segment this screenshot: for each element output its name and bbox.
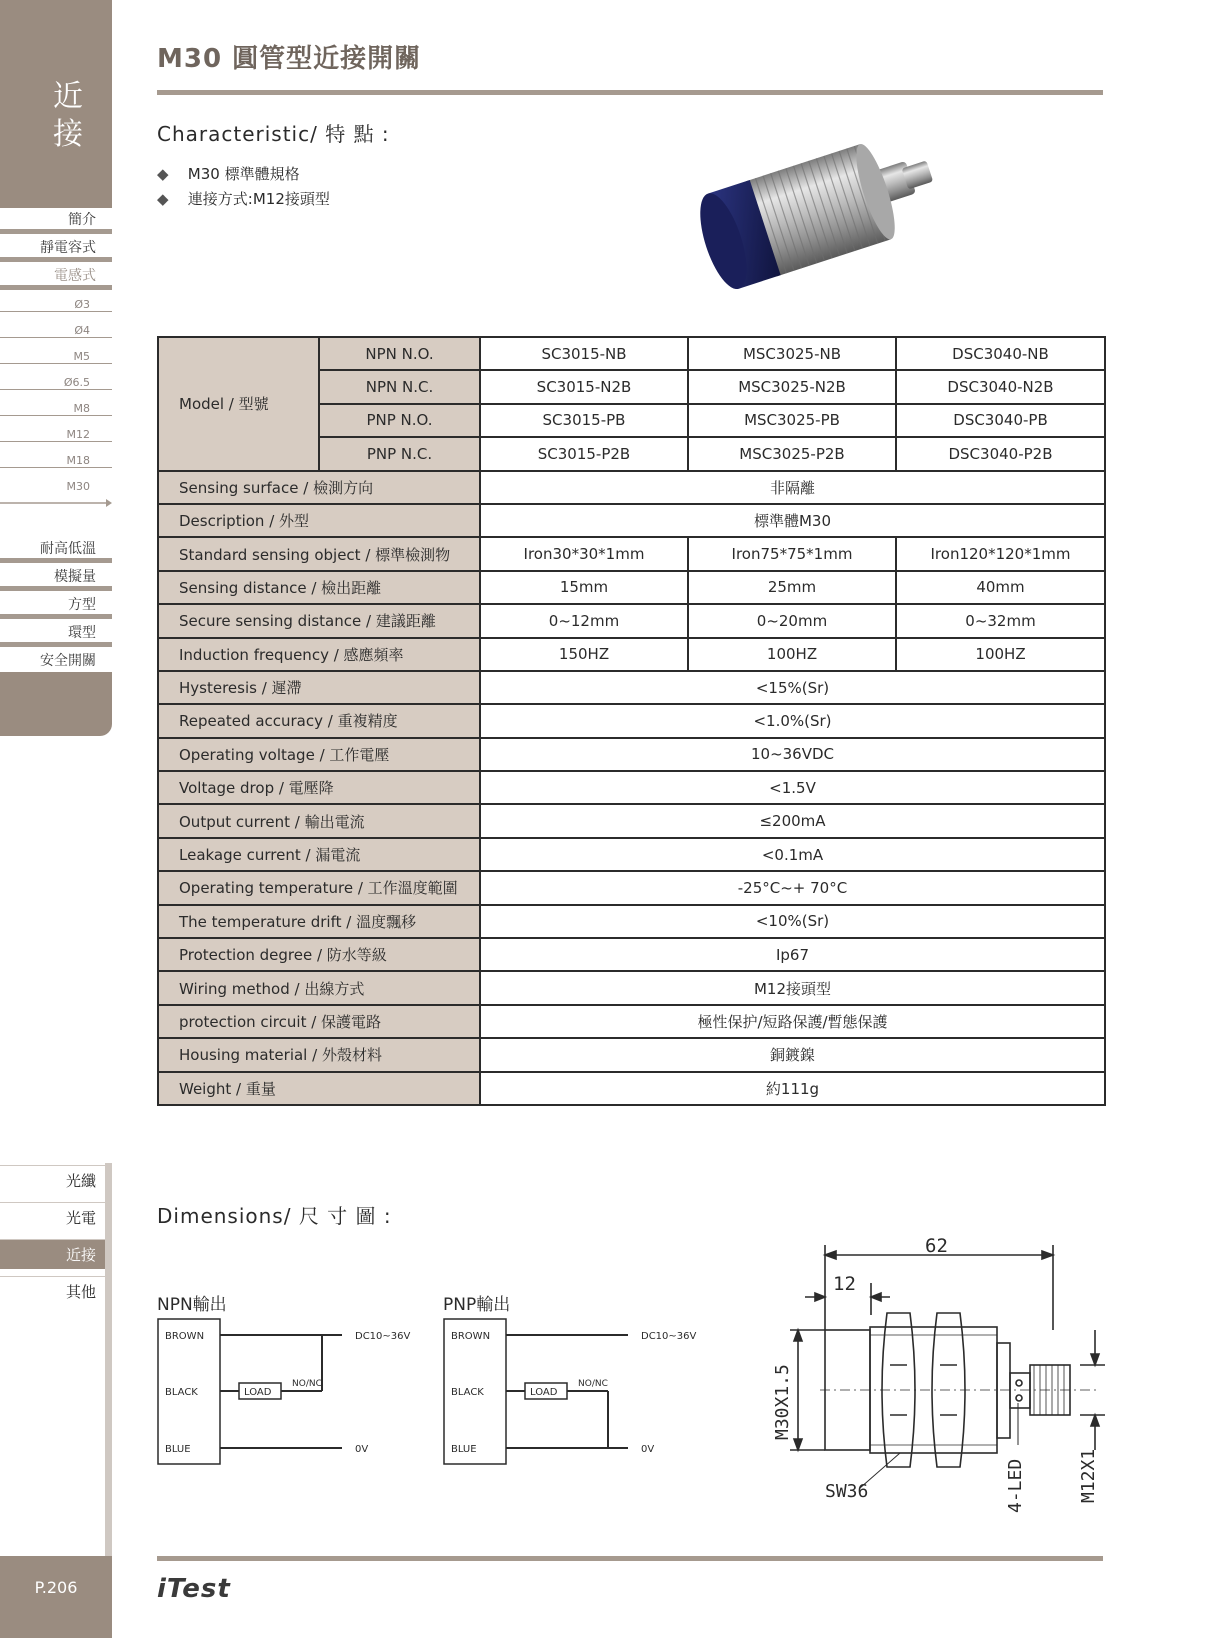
sidebar-sub-d6-5[interactable]: Ø6.5 — [0, 376, 112, 390]
model-cell: SC3015-N2B — [480, 370, 688, 403]
dim-length: 62 — [925, 1235, 948, 1257]
npn-zero: 0V — [355, 1444, 369, 1455]
sidebar-tab-char-2: 接 — [53, 117, 83, 152]
npn-title: NPN輸出 — [157, 1295, 227, 1315]
spec-value: 40mm — [896, 571, 1105, 604]
sidebar-sub-m5[interactable]: M5 — [0, 350, 112, 364]
spec-value: ≤200mA — [480, 804, 1105, 837]
pnp-load: LOAD — [530, 1387, 558, 1398]
characteristic-bullet-1 — [157, 163, 300, 184]
characteristic-heading: Characteristic/ 特 點 : — [157, 122, 390, 146]
sidebar-item-safety[interactable]: 安全開關 — [40, 653, 96, 669]
table-row — [158, 704, 1105, 737]
sidebar-current-arrow-icon — [0, 498, 112, 508]
spec-value: <1.0%(Sr) — [480, 704, 1105, 737]
diamond-bullet-icon: ◆ — [157, 190, 169, 208]
spec-label: Sensing distance / 檢出距離 — [158, 571, 480, 604]
sidebar-sub-d3[interactable]: Ø3 — [0, 298, 112, 312]
spec-label: Induction frequency / 感應頻率 — [158, 638, 480, 671]
spec-value: 100HZ — [896, 638, 1105, 671]
spec-label: protection circuit / 保護電路 — [158, 1005, 480, 1038]
table-row — [158, 504, 1105, 537]
spec-value: 約111g — [480, 1072, 1105, 1105]
table-row — [158, 771, 1105, 804]
spec-value: <15%(Sr) — [480, 671, 1105, 704]
table-row — [158, 638, 1105, 671]
spec-value: 0~32mm — [896, 604, 1105, 637]
page-number: P.206 — [34, 1578, 78, 1597]
spec-value: Iron75*75*1mm — [688, 537, 896, 570]
dim-thread: M30X1.5 — [772, 1364, 793, 1440]
npn-blue: BLUE — [165, 1444, 191, 1455]
sidebar-bottom-block — [0, 1556, 112, 1638]
spec-label: The temperature drift / 溫度飄移 — [158, 905, 480, 938]
pnp-nonc: NO/NC — [578, 1379, 608, 1389]
sidebar-item-analog[interactable]: 模擬量 — [0, 566, 112, 591]
spec-label: Wiring method / 出線方式 — [158, 971, 480, 1004]
spec-label: Secure sensing distance / 建議距離 — [158, 604, 480, 637]
spec-label: Weight / 重量 — [158, 1072, 480, 1105]
table-row — [158, 971, 1105, 1004]
model-cell: DSC3040-P2B — [896, 437, 1105, 470]
npn-load: LOAD — [244, 1387, 272, 1398]
sidebar-sub-m30[interactable]: M30 — [66, 480, 90, 493]
spec-value: 0~20mm — [688, 604, 896, 637]
spec-value: 非隔離 — [480, 471, 1105, 504]
sidebar-bottom-fiber[interactable]: 光纖 — [0, 1165, 112, 1195]
spec-value: Iron120*120*1mm — [896, 537, 1105, 570]
sidebar-line — [105, 1163, 112, 1558]
spec-label: Description / 外型 — [158, 504, 480, 537]
model-cell: SC3015-NB — [480, 337, 688, 370]
sidebar-sub-d4[interactable]: Ø4 — [0, 324, 112, 338]
table-row — [158, 1038, 1105, 1071]
spec-value: M12接頭型 — [480, 971, 1105, 1004]
model-cell: MSC3025-N2B — [688, 370, 896, 403]
spec-value: <10%(Sr) — [480, 905, 1105, 938]
spec-label: Operating voltage / 工作電壓 — [158, 738, 480, 771]
npn-brown: BROWN — [165, 1331, 205, 1342]
model-cell: DSC3040-NB — [896, 337, 1105, 370]
spec-value: 標準體M30 — [480, 504, 1105, 537]
sidebar-item-temperature[interactable]: 耐高低溫 — [0, 538, 112, 563]
sidebar-item-inductive[interactable]: 電感式 — [0, 265, 112, 290]
output-type: PNP N.C. — [319, 437, 480, 470]
sidebar-sub-m12[interactable]: M12 — [0, 428, 112, 442]
footer-rule — [157, 1556, 1103, 1561]
diamond-bullet-icon: ◆ — [157, 165, 169, 183]
dim-connector: M12X1 — [1078, 1448, 1099, 1503]
table-row — [158, 604, 1105, 637]
sidebar-mid-block — [0, 672, 112, 736]
output-type: NPN N.C. — [319, 370, 480, 403]
dim-sw: SW36 — [825, 1481, 869, 1502]
table-row — [158, 938, 1105, 971]
spec-value: 15mm — [480, 571, 688, 604]
spec-label: Protection degree / 防水等級 — [158, 938, 480, 971]
table-row — [158, 804, 1105, 837]
model-cell: MSC3025-PB — [688, 404, 896, 437]
spec-label: Voltage drop / 電壓降 — [158, 771, 480, 804]
pnp-black: BLACK — [451, 1387, 484, 1398]
pnp-wiring-diagram — [443, 1318, 713, 1468]
table-row — [158, 471, 1105, 504]
table-row — [158, 1005, 1105, 1038]
spec-value: Ip67 — [480, 938, 1105, 971]
sidebar-item-capacitive[interactable]: 靜電容式 — [0, 237, 112, 262]
spec-value: -25°C~+ 70°C — [480, 871, 1105, 904]
spec-value: 0~12mm — [480, 604, 688, 637]
sidebar-item-ring[interactable]: 環型 — [0, 622, 112, 647]
pnp-blue: BLUE — [451, 1444, 477, 1455]
dim-front: 12 — [833, 1273, 856, 1295]
sidebar-bottom-other[interactable]: 其他 — [0, 1276, 112, 1306]
dimension-drawing — [750, 1235, 1110, 1520]
spec-label: Output current / 輸出電流 — [158, 804, 480, 837]
npn-nonc: NO/NC — [292, 1379, 322, 1389]
sidebar-bottom-photo[interactable]: 光電 — [0, 1202, 112, 1232]
model-label: Model / 型號 — [158, 337, 319, 471]
table-row — [158, 1072, 1105, 1105]
output-type: PNP N.O. — [319, 404, 480, 437]
model-cell: DSC3040-PB — [896, 404, 1105, 437]
sidebar-sub-m18[interactable]: M18 — [0, 454, 112, 468]
bullet-text-1: M30 標準體規格 — [187, 165, 300, 183]
sidebar-tab-char-1: 近 — [53, 79, 83, 114]
spec-label: Repeated accuracy / 重複精度 — [158, 704, 480, 737]
npn-black: BLACK — [165, 1387, 198, 1398]
sidebar-sub-m8[interactable]: M8 — [0, 402, 112, 416]
spec-label: Hysteresis / 遲滯 — [158, 671, 480, 704]
table-row — [158, 905, 1105, 938]
table-row — [158, 871, 1105, 904]
table-row — [158, 671, 1105, 704]
spec-label: Sensing surface / 檢測方向 — [158, 471, 480, 504]
spec-value: 150HZ — [480, 638, 688, 671]
spec-value: <0.1mA — [480, 838, 1105, 871]
title-rule — [157, 90, 1103, 95]
spec-value: <1.5V — [480, 771, 1105, 804]
brand-logo: iTest — [157, 1574, 231, 1604]
dim-led: 4-LED — [1005, 1458, 1026, 1513]
model-cell: SC3015-P2B — [480, 437, 688, 470]
spec-value: 極性保护/短路保護/暫態保護 — [480, 1005, 1105, 1038]
dimensions-heading: Dimensions/ 尺 寸 圖 : — [157, 1204, 392, 1228]
spec-label: Leakage current / 漏電流 — [158, 838, 480, 871]
spec-label: Housing material / 外殼材料 — [158, 1038, 480, 1071]
pnp-zero: 0V — [641, 1444, 655, 1455]
spec-label: Operating temperature / 工作溫度範圍 — [158, 871, 480, 904]
pnp-brown: BROWN — [451, 1331, 491, 1342]
characteristic-bullet-2 — [157, 188, 330, 209]
spec-value: 銅鍍鎳 — [480, 1038, 1105, 1071]
sidebar-item-square[interactable]: 方型 — [0, 594, 112, 619]
page-title: M30 圓管型近接開關 — [157, 44, 422, 74]
spec-value: Iron30*30*1mm — [480, 537, 688, 570]
model-cell: MSC3025-P2B — [688, 437, 896, 470]
npn-wiring-diagram — [157, 1318, 427, 1468]
spec-label: Standard sensing object / 標準檢測物 — [158, 537, 480, 570]
model-cell: SC3015-PB — [480, 404, 688, 437]
table-row — [158, 537, 1105, 570]
table-row — [158, 571, 1105, 604]
output-type: NPN N.O. — [319, 337, 480, 370]
model-cell: MSC3025-NB — [688, 337, 896, 370]
pnp-title: PNP輸出 — [443, 1295, 511, 1315]
table-row — [158, 838, 1105, 871]
bullet-text-2: 連接方式:M12接頭型 — [187, 190, 330, 208]
product-image — [690, 120, 950, 310]
spec-value: 10~36VDC — [480, 738, 1105, 771]
spec-value: 100HZ — [688, 638, 896, 671]
spec-table — [157, 336, 1106, 1106]
npn-dc: DC10~36V — [355, 1331, 411, 1342]
model-cell: DSC3040-N2B — [896, 370, 1105, 403]
sidebar-item-intro[interactable]: 簡介 — [0, 209, 112, 234]
pnp-dc: DC10~36V — [641, 1331, 697, 1342]
table-row — [158, 738, 1105, 771]
spec-value: 25mm — [688, 571, 896, 604]
sidebar-section-tab — [53, 78, 83, 154]
sidebar-bottom-proximity[interactable]: 近接 — [0, 1239, 112, 1269]
table-row — [158, 337, 1105, 370]
